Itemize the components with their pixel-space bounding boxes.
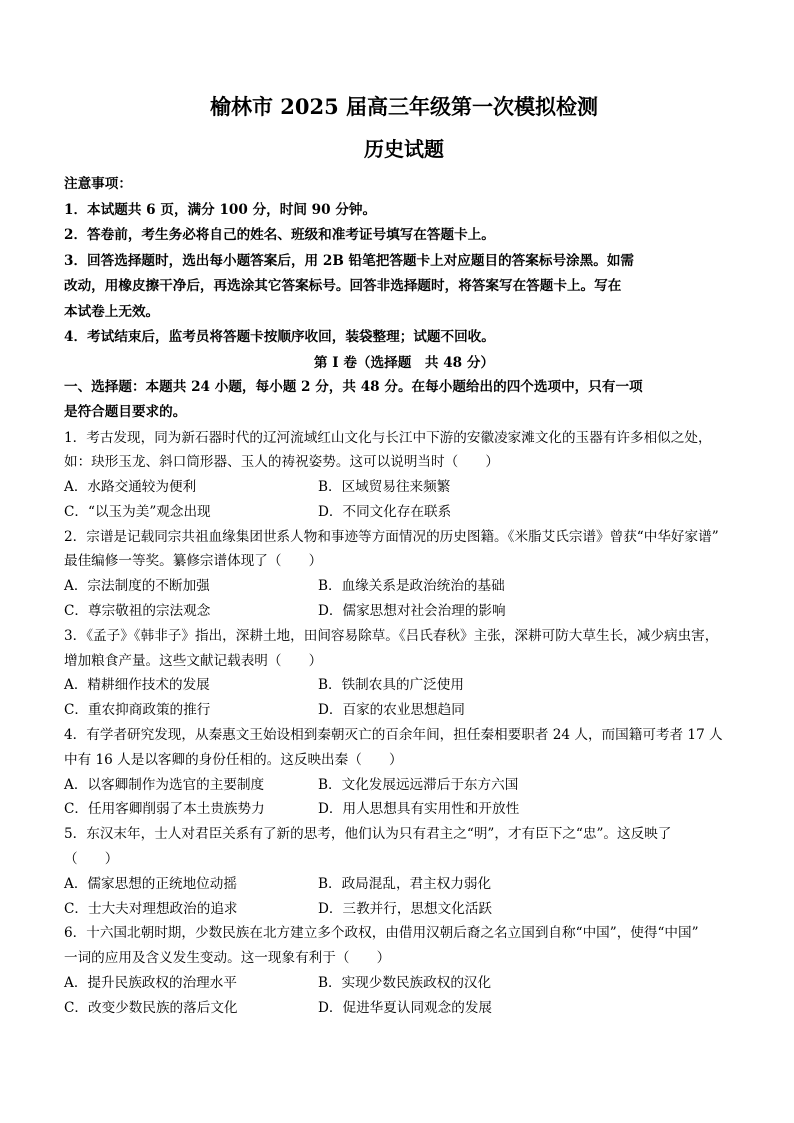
option-a: A．精耕细作技术的发展: [64, 677, 210, 694]
option-b: B．血缘关系是政治统治的基础: [318, 578, 505, 595]
question-5: [64, 822, 744, 921]
option-c: C．“以玉为美”观念出现: [64, 503, 211, 520]
option-c: C．士大夫对理想政治的追求: [64, 900, 238, 917]
exam-title: 榆林市 2025 届高三年级第一次模拟检测: [209, 94, 599, 119]
notice-heading: 注意事项：: [64, 176, 132, 192]
notice-block: [64, 172, 744, 351]
option-b: B．区域贸易往来频繁: [318, 479, 451, 496]
option-a: A．儒家思想的正统地位动摇: [64, 875, 237, 892]
question-stem: 2．宗谱是记载同宗共祖血缘集团世系人物和事迹等方面情况的历史图籍。《米脂艾氏宗谱》曾获“中华好家谱”: [64, 528, 719, 545]
option-c: C．尊宗敬祖的宗法观念: [64, 603, 211, 620]
notice-item: 4．考试结束后，监考员将答题卡按顺序收回，装袋整理；试题不回收。: [64, 329, 495, 345]
option-b: B．铁制农具的广泛使用: [318, 677, 464, 694]
option-d: D．儒家思想对社会治理的影响: [318, 603, 506, 620]
question-4: [64, 723, 744, 822]
option-a: A．水路交通较为便利: [64, 479, 197, 496]
option-c: C．任用客卿削弱了本土贵族势力: [64, 801, 265, 818]
notice-item: 本试卷上无效。: [64, 303, 160, 320]
question-stem: （ ）: [64, 851, 119, 868]
question-3: [64, 624, 744, 723]
question-stem: 最佳编修一等奖。纂修宗谱体现了（ ）: [64, 553, 323, 570]
option-a: A．提升民族政权的治理水平: [64, 975, 237, 992]
option-d: D．用人思想具有实用性和开放性: [318, 801, 520, 818]
notice-item: 1．本试题共 6 页，满分 100 分，时间 90 分钟。: [64, 201, 377, 218]
option-d: D．促进华夏认同观念的发展: [318, 999, 493, 1016]
notice-item: 2．答卷前，考生务必将自己的姓名、班级和准考证号填写在答题卡上。: [64, 227, 495, 243]
question-stem: 1．考古发现，同为新石器时代的辽河流域红山文化与长江中下游的安徽凌家滩文化的玉器有许多相似之处，: [64, 429, 712, 446]
question-stem: 如：玦形玉龙、斜口筒形器、玉人的祷祝姿势。这可以说明当时（ ）: [64, 454, 499, 471]
question-stem: 6．十六国北朝时期，少数民族在北方建立多个政权，由借用汉朝后裔之名立国到自称“中国”，使得“中国”: [64, 925, 699, 942]
section-title: 第 I 卷（选择题 共 48 分）: [313, 354, 495, 371]
question-stem: 一词的应用及含义发生变动。这一现象有利于（ ）: [64, 950, 391, 967]
notice-item: 改动，用橡皮擦干净后，再选涂其它答案标号。回答非选择题时，将答案写在答题卡上。写在: [64, 278, 622, 294]
question-stem: 5．东汉末年，士人对君臣关系有了新的思考，他们认为只有君主之“明”，才有臣下之“忠”。这反映了: [64, 826, 672, 843]
notice-item: 3．回答选择题时，选出每小题答案后，用 2B 铅笔把答题卡上对应题目的答案标号涂黑。如需: [64, 252, 635, 269]
option-d: D．三教并行，思想文化活跃: [318, 900, 493, 917]
option-d: D．不同文化存在联系: [318, 503, 452, 520]
question-1: [64, 426, 744, 525]
option-d: D．百家的农业思想趋同: [318, 702, 465, 719]
option-b: B．政局混乱，君主权力弱化: [318, 875, 492, 892]
subject-title: 历史试题: [364, 137, 444, 161]
section-intro: 一、选择题：本题共 24 小题，每小题 2 分，共 48 分。在每小题给出的四个选项中，只有一项: [64, 378, 643, 395]
section-intro: 是符合题目要求的。: [64, 404, 187, 420]
option-c: C．改变少数民族的落后文化: [64, 999, 238, 1016]
option-a: A．宗法制度的不断加强: [64, 578, 210, 595]
question-6: [64, 921, 744, 1020]
question-stem: 中有 16 人是以客卿的身份任相的。这反映出秦（ ）: [64, 751, 403, 768]
option-b: B．文化发展远远滞后于东方六国: [318, 776, 519, 793]
question-2: [64, 525, 744, 624]
option-c: C．重农抑商政策的推行: [64, 702, 211, 719]
question-stem: 增加粮食产量。这些文献记载表明（ ）: [64, 652, 323, 669]
exam-page: [64, 92, 744, 1021]
question-stem: 4．有学者研究发现，从秦惠文王始设相到秦朝灭亡的百余年间，担任秦相要职者 24 人，而国籍可考者 17 人: [64, 727, 723, 744]
question-stem: 3．《孟子》《韩非子》指出，深耕土地，田间容易除草。《吕氏春秋》主张，深耕可防大草生长，减少病虫害，: [64, 627, 719, 644]
option-b: B．实现少数民族政权的汉化: [318, 975, 492, 992]
option-a: A．以客卿制作为选官的主要制度: [64, 776, 265, 793]
